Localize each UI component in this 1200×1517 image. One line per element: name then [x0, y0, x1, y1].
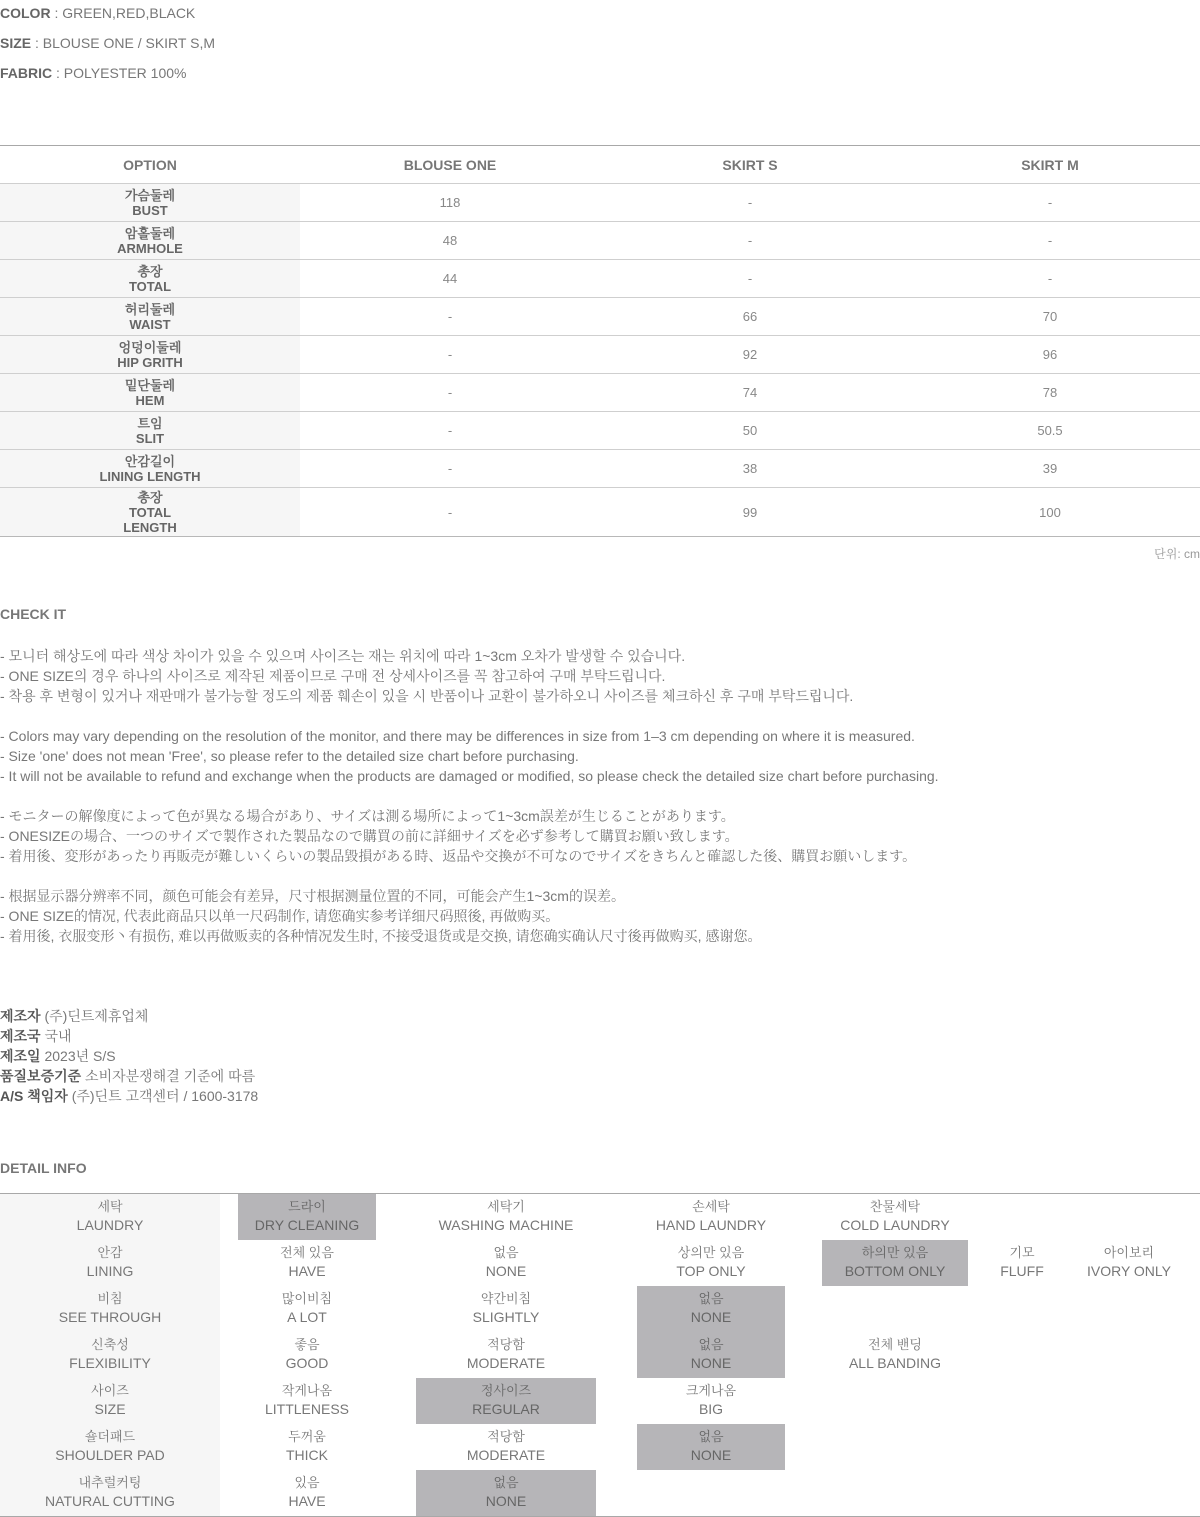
detail-option: 좋음 GOOD: [285, 1337, 329, 1371]
table-row: [0, 298, 1200, 336]
measure-value: -: [300, 412, 600, 450]
measure-value: -: [300, 336, 600, 374]
detail-option-selected: 없음 NONE: [416, 1470, 596, 1516]
detail-option: 아이보리 IVORY ONLY: [1086, 1245, 1172, 1279]
check-it-notes: [0, 646, 939, 946]
measure-value: 66: [600, 298, 900, 336]
maker-info: [0, 1006, 258, 1106]
measure-label: 허리둘레 WAIST: [0, 298, 300, 336]
measure-label: 트임 SLIT: [0, 412, 300, 450]
table-row: [0, 184, 1200, 222]
detail-row-label: 안감 LINING: [0, 1240, 220, 1286]
detail-option: 크게나옴 BIG: [685, 1383, 737, 1417]
maker-info-row: 제조일 2023년 S/S: [0, 1048, 116, 1064]
note-line: - It will not be available to refund and exchange when the products are damaged or modified, so please check the detailed size chart before purchasing.: [0, 768, 939, 784]
measure-value: 78: [900, 374, 1200, 412]
check-it-title: CHECK IT: [0, 606, 67, 622]
measure-value: 38: [600, 450, 900, 488]
detail-option-selected: 없음 NONE: [637, 1286, 785, 1332]
header-option: OPTION: [0, 146, 300, 184]
measure-label: 총장 TOTAL LENGTH: [0, 488, 300, 537]
detail-row-label: 사이즈 SIZE: [0, 1378, 220, 1424]
measure-value: 70: [900, 298, 1200, 336]
detail-option: 많이비침 A LOT: [281, 1291, 333, 1325]
measure-value: 99: [600, 488, 900, 537]
table-row: [0, 488, 1200, 537]
measure-value: -: [300, 298, 600, 336]
measure-value: 100: [900, 488, 1200, 537]
header-skirt-s: SKIRT S: [600, 146, 900, 184]
product-spec-list: [0, 5, 215, 95]
detail-option: 있음 HAVE: [288, 1475, 326, 1509]
measure-label: 암홀둘레 ARMHOLE: [0, 222, 300, 260]
detail-option: 전체 밴딩 ALL BANDING: [848, 1337, 942, 1371]
note-line: - 着用後, 衣服变形丶有损伤, 难以再做贩卖的各种情况发生时, 不接受退货或是交换, 请您确实确认尺寸後再做购买, 感谢您。: [0, 928, 762, 944]
measure-value: -: [900, 260, 1200, 298]
detail-option: 손세탁 HAND LAUNDRY: [655, 1199, 767, 1233]
detail-option: 없음 NONE: [485, 1245, 527, 1279]
measure-label: 엉덩이둘레 HIP GRITH: [0, 336, 300, 374]
note-line: - ONE SIZE의 경우 하나의 사이즈로 제작된 제품이므로 구매 전 상세사이즈를 꼭 참고하여 구매 부탁드립니다.: [0, 668, 666, 684]
unit-note: 단위: cm: [1154, 547, 1200, 561]
detail-info-grid: [0, 1193, 1200, 1517]
detail-option: 약간비침 SLIGHTLY: [472, 1291, 540, 1325]
detail-option: 작게나옴 LITTLENESS: [264, 1383, 350, 1417]
measure-value: 48: [300, 222, 600, 260]
size-table-header: [0, 146, 1200, 184]
spec-color: COLOR : GREEN,RED,BLACK: [0, 5, 196, 21]
maker-info-row: 품질보증기준 소비자분쟁해결 기준에 따름: [0, 1068, 256, 1084]
detail-option-selected: 드라이 DRY CLEANING: [238, 1194, 376, 1240]
table-row: [0, 260, 1200, 298]
measure-label: 총장 TOTAL: [0, 260, 300, 298]
detail-option: 상의만 있음 TOP ONLY: [676, 1245, 746, 1279]
detail-option: 전체 있음 HAVE: [280, 1245, 334, 1279]
note-line: - 모니터 해상도에 따라 색상 차이가 있을 수 있으며 사이즈는 재는 위치에 따라 1~3cm 오차가 발생할 수 있습니다.: [0, 648, 686, 664]
maker-info-row: 제조국 국내: [0, 1028, 72, 1044]
spec-fabric: FABRIC : POLYESTER 100%: [0, 65, 187, 81]
spec-size: SIZE : BLOUSE ONE / SKIRT S,M: [0, 35, 215, 51]
detail-option-selected: 정사이즈 REGULAR: [416, 1378, 596, 1424]
measure-value: -: [900, 184, 1200, 222]
measure-value: 44: [300, 260, 600, 298]
detail-option-selected: 하의만 있음 BOTTOM ONLY: [822, 1240, 968, 1286]
measure-label: 안감길이 LINING LENGTH: [0, 450, 300, 488]
measure-value: 74: [600, 374, 900, 412]
detail-option: 두꺼움 THICK: [286, 1429, 328, 1463]
table-row: [0, 450, 1200, 488]
maker-info-row: A/S 책임자 (주)딘트 고객센터 / 1600-3178: [0, 1088, 259, 1104]
measure-value: 118: [300, 184, 600, 222]
detail-row-label: 숄더패드 SHOULDER PAD: [0, 1424, 220, 1470]
detail-option: 찬물세탁 COLD LAUNDRY: [840, 1199, 950, 1233]
measure-value: 50: [600, 412, 900, 450]
table-row: [0, 336, 1200, 374]
header-skirt-m: SKIRT M: [900, 146, 1200, 184]
measure-value: 50.5: [900, 412, 1200, 450]
measure-value: -: [600, 184, 900, 222]
note-line: - ONESIZEの場合、一つのサイズで製作された製品なので購買の前に詳細サイズを必ず参考して購買お願い致します。: [0, 828, 739, 844]
detail-row-label: 신축성 FLEXIBILITY: [0, 1332, 220, 1378]
detail-option: 기모 FLUFF: [1000, 1245, 1044, 1279]
table-row: [0, 374, 1200, 412]
maker-info-row: 제조자 (주)딘트제휴업체: [0, 1008, 149, 1024]
header-blouse-one: BLOUSE ONE: [300, 146, 600, 184]
detail-row-label: 내추럴커팅 NATURAL CUTTING: [0, 1470, 220, 1516]
note-line: - 착용 후 변형이 있거나 재판매가 불가능할 정도의 제품 훼손이 있을 시 반품이나 교환이 불가하오니 사이즈를 체크하신 후 구매 부탁드립니다.: [0, 688, 854, 704]
note-line: - ONE SIZE的情况, 代表此商品只以单一尺码制作, 请您确实参考详细尺码照後, 再做购买。: [0, 908, 560, 924]
detail-option-selected: 없음 NONE: [637, 1424, 785, 1470]
measure-label: 가슴둘레 BUST: [0, 184, 300, 222]
detail-row-label: 비침 SEE THROUGH: [0, 1286, 220, 1332]
note-line: - 着用後、変形があったり再販売が難しいくらいの製品毀損がある時、返品や交換が不可なのでサイズをきちんと確認した後、購買お願いします。: [0, 848, 917, 864]
measure-value: -: [600, 260, 900, 298]
measure-value: -: [600, 222, 900, 260]
detail-option: 적당함 MODERATE: [466, 1337, 546, 1371]
measure-label: 밑단둘레 HEM: [0, 374, 300, 412]
note-line: - 根据显示器分辨率不同，颜色可能会有差异，尺寸根据测量位置的不同，可能会产生1~3cm的误差。: [0, 888, 625, 904]
measure-value: -: [300, 488, 600, 537]
detail-row-label: 세탁 LAUNDRY: [0, 1194, 220, 1240]
measure-value: 96: [900, 336, 1200, 374]
measure-value: -: [300, 450, 600, 488]
detail-info-title: DETAIL INFO: [0, 1160, 87, 1176]
detail-option: 적당함 MODERATE: [466, 1429, 546, 1463]
table-row: [0, 222, 1200, 260]
note-line: - Size 'one' does not mean 'Free', so please refer to the detailed size chart before purchasing.: [0, 748, 579, 764]
note-line: - モニターの解像度によって色が異なる場合があり、サイズは測る場所によって1~3cm誤差が生じることがあります。: [0, 808, 735, 824]
table-row: [0, 412, 1200, 450]
measure-value: 39: [900, 450, 1200, 488]
size-table: [0, 145, 1200, 537]
measure-value: -: [900, 222, 1200, 260]
measure-value: -: [300, 374, 600, 412]
detail-option: 세탁기 WASHING MACHINE: [438, 1199, 574, 1233]
measure-value: 92: [600, 336, 900, 374]
note-line: - Colors may vary depending on the resolution of the monitor, and there may be differences in size from 1–3 cm depending on where it is measured.: [0, 728, 915, 744]
detail-option-selected: 없음 NONE: [637, 1332, 785, 1378]
